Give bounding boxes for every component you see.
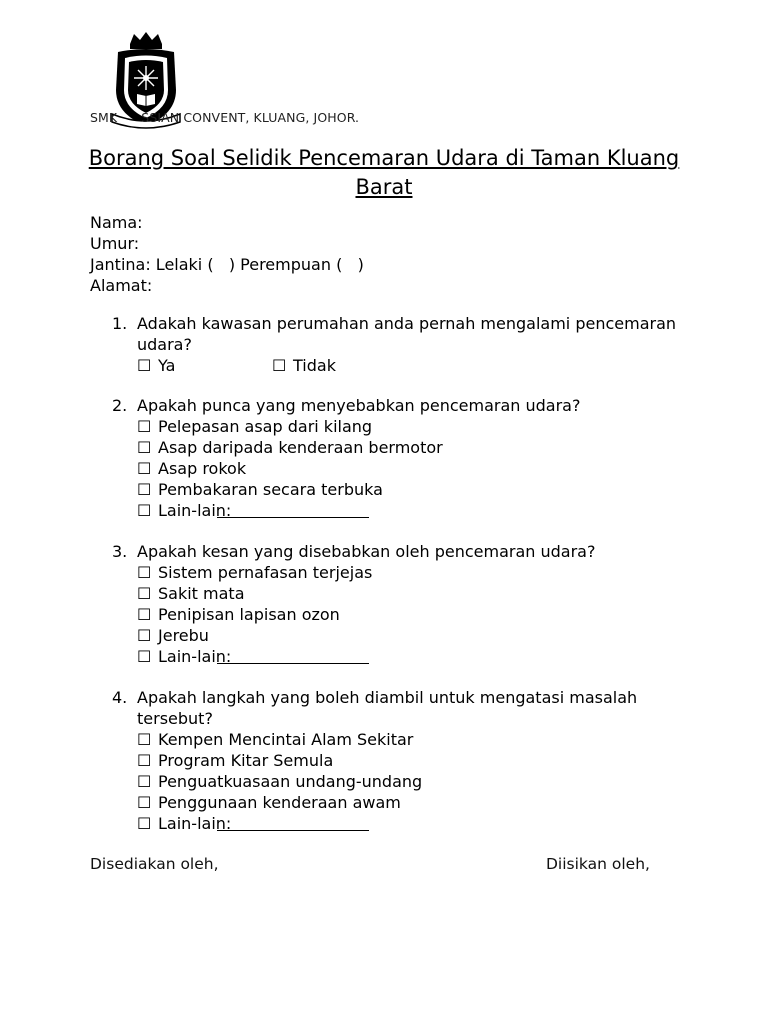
field-nama: Nama: — [90, 213, 143, 232]
checkbox-icon[interactable]: ☐ — [137, 605, 152, 624]
option-ya[interactable]: ☐ Ya — [137, 356, 176, 375]
checkbox-icon[interactable]: ☐ — [137, 730, 152, 749]
option-item[interactable]: ☐ Penguatkuasaan undang-undang — [137, 772, 423, 791]
option-item[interactable]: ☐ Pembakaran secara terbuka — [137, 480, 383, 499]
option-tidak[interactable]: ☐ Tidak — [272, 356, 336, 375]
checkbox-icon[interactable]: ☐ — [137, 356, 152, 375]
checkbox-icon[interactable]: ☐ — [137, 501, 152, 520]
checkbox-icon[interactable]: ☐ — [137, 438, 152, 457]
checkbox-icon[interactable]: ☐ — [137, 751, 152, 770]
checkbox-icon[interactable]: ☐ — [137, 772, 152, 791]
option-item[interactable]: ☐ Penipisan lapisan ozon — [137, 605, 340, 624]
checkbox-icon[interactable]: ☐ — [137, 584, 152, 603]
question-2 — [112, 395, 677, 521]
option-item[interactable]: ☐ Sakit mata — [137, 584, 245, 603]
option-lain-lain[interactable]: ☐ Lain-lain: — [137, 646, 677, 667]
filled-by-label: Diisikan oleh, — [546, 855, 650, 873]
option-lain-lain[interactable]: ☐ Lain-lain: — [137, 813, 677, 834]
question-number: 3. — [112, 542, 128, 561]
option-lain-lain[interactable]: ☐ Lain-lain: — [137, 500, 677, 521]
checkbox-icon[interactable]: ☐ — [137, 459, 152, 478]
field-alamat: Alamat: — [90, 276, 153, 295]
checkbox-icon[interactable]: ☐ — [137, 626, 152, 645]
question-text: Apakah kesan yang disebabkan oleh pencemaran udara? — [137, 542, 596, 561]
option-item[interactable]: ☐ Penggunaan kenderaan awam — [137, 793, 401, 812]
checkbox-icon[interactable]: ☐ — [272, 356, 287, 375]
question-text: Apakah langkah yang boleh diambil untuk mengatasi masalah tersebut? — [137, 688, 638, 728]
question-1 — [112, 313, 677, 376]
answer-blank-line[interactable] — [217, 516, 369, 518]
checkbox-icon[interactable]: ☐ — [137, 417, 152, 436]
question-3 — [112, 541, 677, 667]
field-jantina: Jantina: Lelaki ( ) Perempuan ( ) — [90, 255, 364, 274]
question-text: Apakah punca yang menyebabkan pencemaran udara? — [137, 396, 581, 415]
respondent-fields — [90, 212, 364, 296]
question-number: 2. — [112, 396, 128, 415]
option-item[interactable]: ☐ Asap daripada kenderaan bermotor — [137, 438, 443, 457]
school-name: SMK SSIAN CONVENT, KLUANG, JOHOR. — [90, 110, 360, 125]
checkbox-icon[interactable]: ☐ — [137, 647, 152, 666]
option-item[interactable]: ☐ Sistem pernafasan terjejas — [137, 563, 373, 582]
option-item[interactable]: ☐ Pelepasan asap dari kilang — [137, 417, 373, 436]
prepared-by-label: Disediakan oleh, — [90, 855, 219, 873]
question-number: 4. — [112, 688, 128, 707]
field-umur: Umur: — [90, 234, 140, 253]
checkbox-icon[interactable]: ☐ — [137, 480, 152, 499]
option-item[interactable]: ☐ Kempen Mencintai Alam Sekitar — [137, 730, 414, 749]
question-4 — [112, 687, 677, 834]
question-text: Adakah kawasan perumahan anda pernah mengalami pencemaran udara? — [137, 314, 677, 354]
checkbox-icon[interactable]: ☐ — [137, 563, 152, 582]
checkbox-icon[interactable]: ☐ — [137, 793, 152, 812]
option-item[interactable]: ☐ Jerebu — [137, 626, 209, 645]
form-title: Borang Soal Selidik Pencemaran Udara di Taman Kluang Barat — [88, 146, 680, 199]
answer-blank-line[interactable] — [217, 662, 369, 664]
question-number: 1. — [112, 314, 128, 333]
option-item[interactable]: ☐ Program Kitar Semula — [137, 751, 334, 770]
option-item[interactable]: ☐ Asap rokok — [137, 459, 247, 478]
answer-blank-line[interactable] — [217, 829, 369, 831]
checkbox-icon[interactable]: ☐ — [137, 814, 152, 833]
